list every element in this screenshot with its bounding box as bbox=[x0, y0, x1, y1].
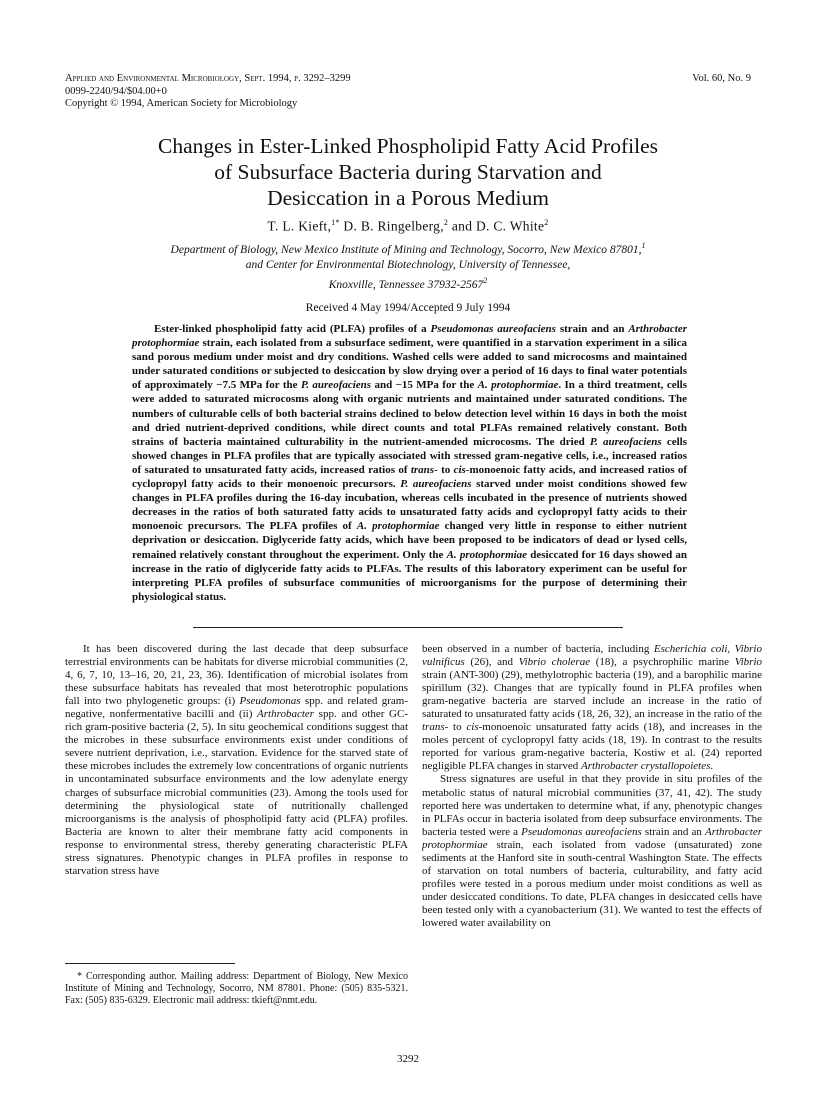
title-line-1: Changes in Ester-Linked Phospholipid Fatty Acid Profiles bbox=[157, 134, 658, 158]
title-line-2: of Subsurface Bacteria during Starvation and bbox=[214, 160, 602, 184]
affiliation-line-3: Knoxville, Tennessee 37932-2567$^2$ bbox=[328, 275, 488, 291]
continued-paragraph: been observed in a number of bacteria, including Escherichia coli, Vibrio vulnificus (26), and Vibrio cholerae (18), a psychrophilic marine Vibrio strain (ANT-300) (29), methylotrophic bacteria (19), and a barophilic marine spirillum (32). Changes that are typically found in PLFA profiles when gram-negative bacteria are starved include an increase in the ratio of saturated to unsaturated fatty acids (18, 26, 32), an increase in the ratio of the trans- to cis-monoenoic unsaturated fatty acids (18), and increases in the moles percent of cyclopropyl fatty acids (18, 19). In contrast to the results reported for various gram-negative bacteria, Kostiw et al. (24) reported negligible PLFA changes in starved Arthrobacter crystallopoietes. bbox=[422, 643, 762, 773]
corresponding-author-footnote: * Corresponding author. Mailing address: Department of Biology, New Mexico Institute of Mining and Technology, Socorro, NM 87801. Phone: (505) 835-5321. Fax: (505) 835-6329. Electronic mail address: tkieft@nmt.edu. bbox=[65, 971, 408, 1006]
author-white: and D. C. White bbox=[448, 218, 545, 234]
author-list bbox=[0, 218, 816, 235]
affiliation-line-1: Department of Biology, New Mexico Institute of Mining and Technology, Socorro, New Mexico 87801,$^1$ bbox=[170, 241, 646, 256]
stress-signatures-paragraph: Stress signatures are useful in that they provide in situ profiles of the metabolic status of natural microbial communities (37, 41, 42). The study reported here was undertaken to determine what, if any, phenotypic changes in PLFAs occur in bacteria isolated from deep subsurface environments. The bacteria tested were a Pseudomonas aureofaciens strain and an Arthrobacter protophormiae strain, each isolated from vadose (unsaturated) zone sediments at the Hanford site in south-central Washington State. The effects of starvation on total numbers of bacteria, culturability, and fatty acid profiles were tested in a porous medium under moist conditions as well as under desiccated conditions. To date, PLFA changes in desiccated cells have been tested only with a cyanobacterium (31). We wanted to test the effects of lowered water availability on bbox=[422, 773, 762, 929]
affiliation bbox=[100, 238, 716, 293]
page-number: 3292 bbox=[397, 1053, 419, 1065]
title-line-3: Desiccation in a Porous Medium bbox=[267, 186, 549, 210]
body-column-left bbox=[65, 643, 408, 878]
author-white-sup: 2 bbox=[544, 218, 549, 227]
received-dates: Received 4 May 1994/Accepted 9 July 1994 bbox=[305, 302, 511, 314]
footnote-divider bbox=[65, 963, 235, 964]
volume-label: Vol. 60, No. 9 bbox=[692, 73, 751, 84]
author-kieft-sup: 1* bbox=[331, 218, 340, 227]
journal-header bbox=[65, 73, 351, 111]
journal-code: 0099-2240/94/$04.00+0 bbox=[65, 85, 167, 97]
article-title bbox=[0, 133, 816, 211]
author-kieft: T. L. Kieft, bbox=[267, 218, 332, 234]
intro-paragraph: It has been discovered during the last decade that deep subsurface terrestrial environments can be habitats for diverse microbial communities (2, 4, 6, 7, 10, 13–16, 20, 21, 23, 36). Identification of microbial isolates from these subsurface habitats has revealed that most heterotrophic populations fall into two phylogenetic groups: (i) Pseudomonas spp. and related gram-negative, nonfermentative bacilli and (ii) Arthrobacter spp. and other GC-rich gram-positive bacteria (2, 5). In situ geochemical conditions suggest that the microbes in these subsurface environments exist under conditions of severe nutrient deprivation, i.e., starvation. Evidence for the starved state of these microbes includes the extremely low concentrations of organic nutrients in uncontaminated subsurface environments and the low adenylate energy charges of subsurface microbial communities (23). Among the tools used for determining the physiological state of nutritionally challenged microorganisms is the analysis of phospholipid fatty acid (PLFA) profiles. Bacteria are known to alter their membrane fatty acid components in response to environmental stress, thereby generating characteristic PLFA stress signatures. Phenotypic changes in PLFA profiles in response to starvation stress have bbox=[65, 643, 409, 877]
affiliation-line-2: and Center for Environmental Biotechnology, University of Tennessee, bbox=[245, 258, 571, 271]
author-ringelberg: D. B. Ringelberg, bbox=[339, 218, 444, 234]
author-ringelberg-sup: 2 bbox=[443, 218, 449, 227]
body-column-right bbox=[422, 643, 762, 930]
copyright-line: Copyright © 1994, American Society for Microbiology bbox=[65, 98, 298, 109]
abstract: Ester-linked phospholipid fatty acid (PLFA) profiles of a Pseudomonas aureofaciens strain and an Arthrobacter protophormiae strain, each isolated from a subsurface sediment, were quantified in a starvation experiment in a silica sand porous medium under moist and dry conditions. Washed cells were added to sand microcosms and maintained under saturated conditions or subjected to desiccation by slow drying over a period of 16 days to final water potentials of approximately −7.5 MPa for the P. aureofaciens and −15 MPa for the A. protophormiae. In a third treatment, cells were added to saturated microcosms along with organic nutrients and maintained under saturated conditions. The numbers of culturable cells of both bacterial strains declined to below detection level within 16 days in both the moist and dried nutrient-deprived conditions, while direct counts and total PLFAs remained relatively constant. Both strains of bacteria maintained culturability in the nutrient-amended microcosms. The dried P. aureofaciens cells showed changes in PLFA profiles that are typically associated with stressed gram-negative cells, i.e., increased ratios of saturated to unsaturated fatty acids, increased ratios of trans- to cis-monoenoic fatty acids, and increased ratios of cyclopropyl fatty acids to their monoenoic precursors. P. aureofaciens starved under moist conditions showed few changes in PLFA profiles during the 16-day incubation, whereas cells incubated in the presence of nutrients showed decreases in the ratios of both saturated fatty acids to unsaturated fatty acids and cyclopropyl fatty acids to their monoenoic precursors. The PLFA profiles of A. protophormiae changed very little in response to either nutrient deprivation or desiccation. Diglyceride fatty acids, which have been proposed to be indicators of dead or lysed cells, remained relatively constant throughout the experiment. Only the A. protophormiae desiccated for 16 days showed an increase in the ratio of diglyceride fatty acids to PLFAs. The results of this laboratory experiment can be useful for interpreting PLFA profiles of subsurface communities of microorganisms for the purpose of determining their physiological status. bbox=[132, 323, 688, 603]
journal-citation: Applied and Environmental Microbiology, Sept. 1994, p. 3292–3299 bbox=[65, 73, 351, 84]
section-divider bbox=[193, 627, 623, 628]
